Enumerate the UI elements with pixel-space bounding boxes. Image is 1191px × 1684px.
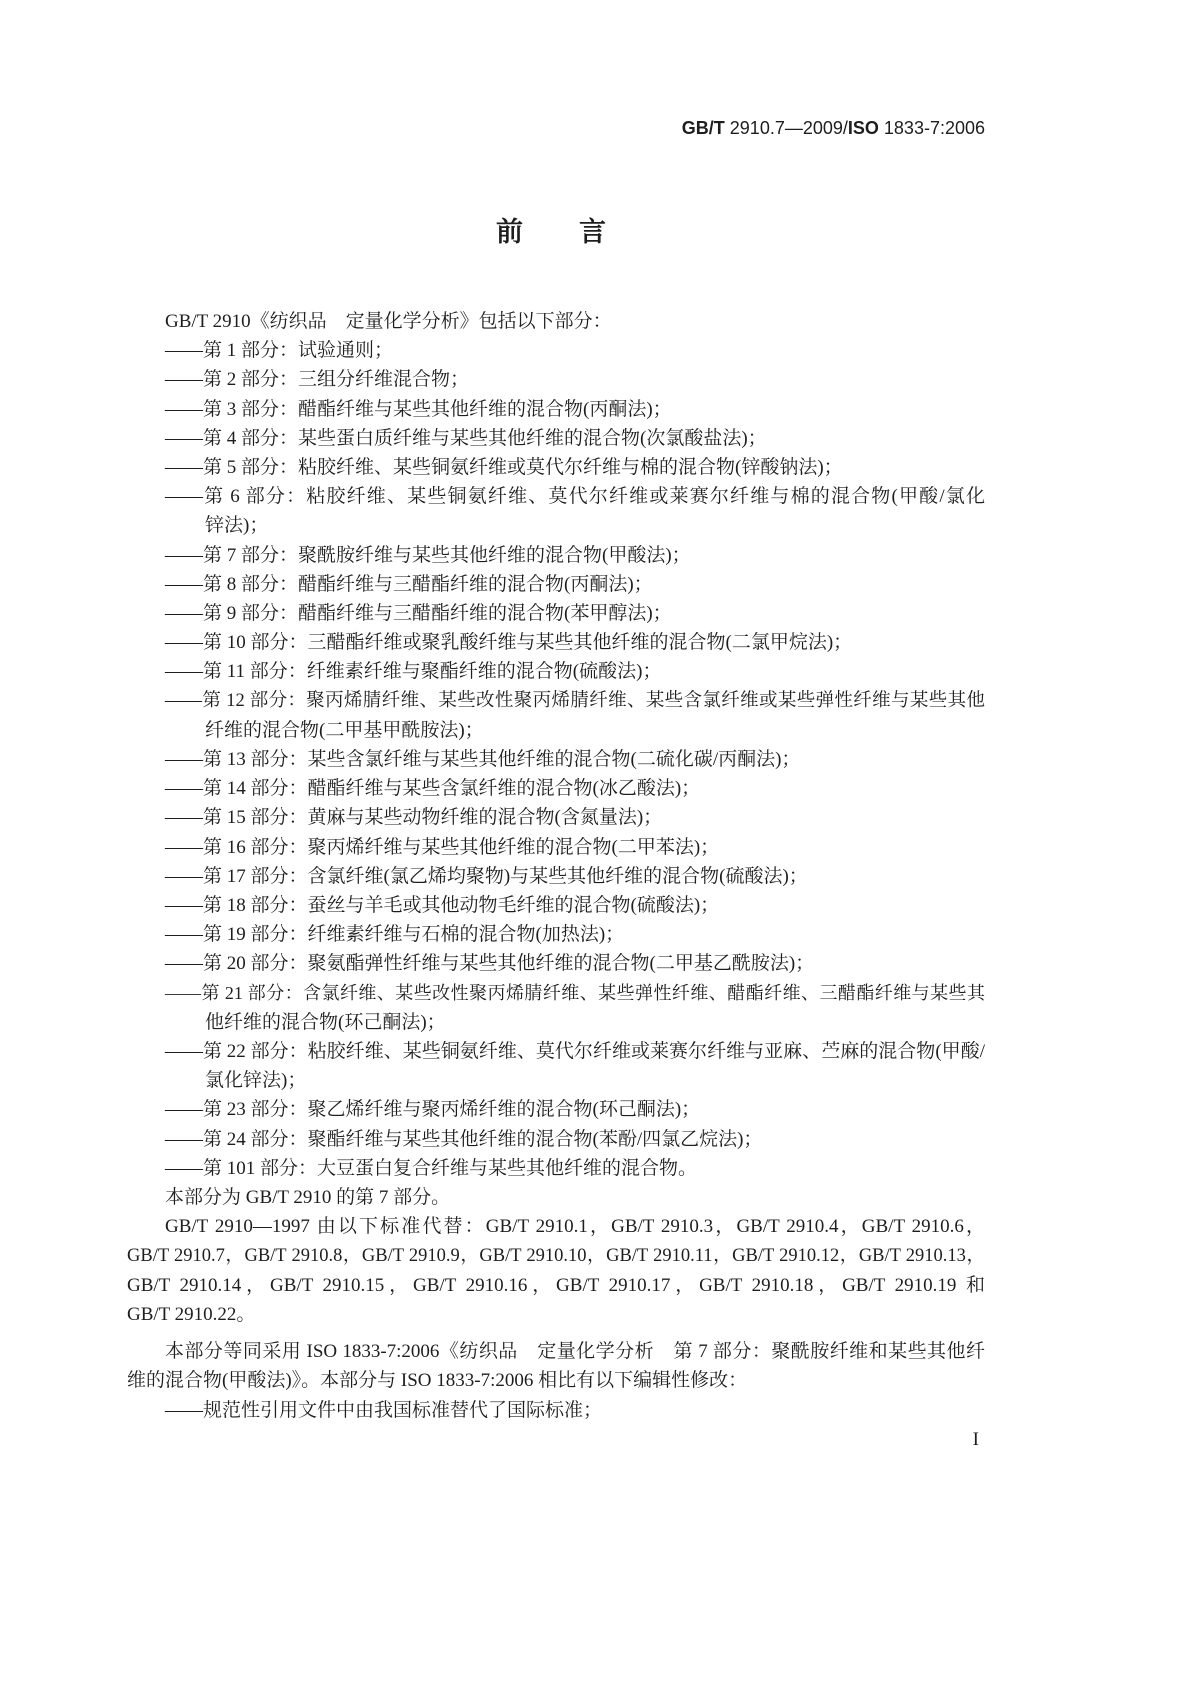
scope-note: 本部分为 GB/T 2910 的第 7 部分。 — [165, 1187, 451, 1209]
part-item — [127, 1125, 985, 1154]
part-item-line: ——第 3 部分：醋酯纤维与某些其他纤维的混合物(丙酮法)； — [165, 398, 672, 420]
paragraph-line: GB/T 2910.14，GB/T 2910.15，GB/T 2910.16，GB/T 2910.17，GB/T 2910.18，GB/T 2910.19 和 — [127, 1274, 985, 1296]
part-item-line: ——第 14 部分：醋酯纤维与某些含氯纤维的混合物(冰乙酸法)； — [165, 778, 701, 800]
part-item-line: ——第 19 部分：纤维素纤维与石棉的混合物(加热法)； — [165, 924, 625, 946]
paragraph-line: GB/T 2910.22。 — [127, 1303, 256, 1325]
standard-number: 2910.7—2009/ — [724, 118, 848, 138]
paragraph-line: GB/T 2910.7，GB/T 2910.8，GB/T 2910.9，GB/T 2910.10，GB/T 2910.11，GB/T 2910.12，GB/T 2910.13， — [127, 1245, 985, 1266]
parts-list — [127, 336, 985, 1183]
part-item — [127, 570, 985, 599]
part-item — [127, 482, 985, 540]
part-item-line: ——第 22 部分：粘胶纤维、某些铜氨纤维、莫代尔纤维或莱赛尔纤维与亚麻、苎麻的混合物(甲酸/ — [165, 1041, 985, 1063]
part-item-line: ——第 12 部分：聚丙烯腈纤维、某些改性聚丙烯腈纤维、某些含氯纤维或某些弹性纤维与某些其他 — [165, 690, 985, 711]
part-item — [127, 365, 985, 394]
iso-number: 1833-7:2006 — [878, 118, 985, 138]
adoption-text — [127, 1337, 985, 1395]
part-item-line: ——第 15 部分：黄麻与某些动物纤维的混合物(含氮量法)； — [165, 807, 663, 829]
page-number: I — [972, 1429, 979, 1450]
adoption-paragraph — [127, 1337, 985, 1395]
part-item — [127, 979, 985, 1037]
part-item — [127, 541, 985, 570]
modification-item-line: ——规范性引用文件中由我国标准替代了国际标准； — [165, 1399, 603, 1421]
part-item — [127, 803, 985, 832]
part-item-line: ——第 6 部分：粘胶纤维、某些铜氨纤维、莫代尔纤维或莱赛尔纤维与棉的混合物(甲酸/氯化 — [165, 486, 985, 508]
part-item — [127, 599, 985, 628]
part-item-line: ——第 20 部分：聚氨酯弹性纤维与某些其他纤维的混合物(二甲基乙酰胺法)； — [165, 953, 815, 975]
part-item — [127, 745, 985, 774]
part-item — [127, 920, 985, 949]
part-item-line: ——第 101 部分：大豆蛋白复合纤维与某些其他纤维的混合物。 — [165, 1157, 698, 1179]
part-item-line: ——第 4 部分：某些蛋白质纤维与某些其他纤维的混合物(次氯酸盐法)； — [165, 427, 767, 449]
part-item-line: ——第 10 部分：三醋酯纤维或聚乳酸纤维与某些其他纤维的混合物(二氯甲烷法)； — [165, 632, 853, 654]
part-item-line: ——第 13 部分：某些含氯纤维与某些其他纤维的混合物(二硫化碳/丙酮法)； — [165, 749, 801, 771]
paragraph-line: GB/T 2910—1997 由以下标准代替：GB/T 2910.1，GB/T 2910.3，GB/T 2910.4，GB/T 2910.6， — [165, 1216, 985, 1238]
part-item — [127, 336, 985, 365]
part-item-line: ——第 16 部分：聚丙烯纤维与某些其他纤维的混合物(二甲苯法)； — [165, 836, 720, 858]
part-item-line: ——第 7 部分：聚酰胺纤维与某些其他纤维的混合物(甲酸法)； — [165, 544, 691, 566]
part-item — [127, 774, 985, 803]
part-item-line: ——第 2 部分：三组分纤维混合物； — [165, 369, 470, 391]
intro-paragraph: GB/T 2910《纺织品 定量化学分析》包括以下部分： — [165, 311, 612, 332]
part-item — [127, 949, 985, 978]
part-item-line: 氯化锌法)； — [205, 1070, 307, 1092]
replacement-text — [127, 1212, 985, 1329]
part-item-line: ——第 5 部分：粘胶纤维、某些铜氨纤维或莫代尔纤维与棉的混合物(锌酸钠法)； — [165, 457, 843, 479]
part-item — [127, 891, 985, 920]
part-item-line: ——第 18 部分：蚕丝与羊毛或其他动物毛纤维的混合物(硫酸法)； — [165, 895, 720, 917]
page-title: 前言 — [496, 217, 662, 247]
preface-body — [127, 307, 985, 1425]
part-item — [127, 687, 985, 745]
part-item-line: ——第 17 部分：含氯纤维(氯乙烯均聚物)与某些其他纤维的混合物(硫酸法)； — [165, 865, 808, 887]
standard-prefix: GB/T — [681, 118, 725, 138]
paragraph-line: 本部分等同采用 ISO 1833-7:2006《纺织品 定量化学分析 第 7 部分：聚酰胺纤维和某些其他纤 — [165, 1341, 985, 1363]
part-item-line: ——第 24 部分：聚酯纤维与某些其他纤维的混合物(苯酚/四氯乙烷法)； — [165, 1128, 763, 1150]
part-item — [127, 862, 985, 891]
part-item — [127, 424, 985, 453]
paragraph-line: 维的混合物(甲酸法)》。本部分与 ISO 1833-7:2006 相比有以下编辑性修改： — [127, 1370, 748, 1392]
part-item-line: ——第 21 部分：含氯纤维、某些改性聚丙烯腈纤维、某些弹性纤维、醋酯纤维、三醋酯纤维与某些其 — [165, 982, 985, 1003]
part-item-line: ——第 1 部分：试验通则； — [165, 340, 394, 362]
part-item — [127, 1154, 985, 1183]
iso-prefix: ISO — [847, 118, 879, 138]
part-item-line: ——第 9 部分：醋酯纤维与三醋酯纤维的混合物(苯甲醇法)； — [165, 603, 672, 625]
part-item — [127, 657, 985, 686]
part-item-line: 锌法)； — [205, 515, 269, 537]
part-item — [127, 1095, 985, 1124]
replacement-paragraph — [127, 1212, 985, 1329]
modification-item — [127, 1396, 985, 1425]
part-item — [127, 628, 985, 657]
modifications-list — [127, 1396, 985, 1425]
part-item — [127, 1037, 985, 1095]
part-item-line: 他纤维的混合物(环己酮法)； — [205, 1011, 446, 1033]
standard-number-header — [682, 116, 985, 140]
part-item-line: ——第 8 部分：醋酯纤维与三醋酯纤维的混合物(丙酮法)； — [165, 573, 653, 595]
part-item-line: 纤维的混合物(二甲基甲酰胺法)； — [205, 719, 484, 741]
part-item — [127, 453, 985, 482]
part-item — [127, 833, 985, 862]
part-item-line: ——第 23 部分：聚乙烯纤维与聚丙烯纤维的混合物(环己酮法)； — [165, 1099, 701, 1121]
part-item — [127, 395, 985, 424]
part-item-line: ——第 11 部分：纤维素纤维与聚酯纤维的混合物(硫酸法)； — [165, 661, 662, 683]
